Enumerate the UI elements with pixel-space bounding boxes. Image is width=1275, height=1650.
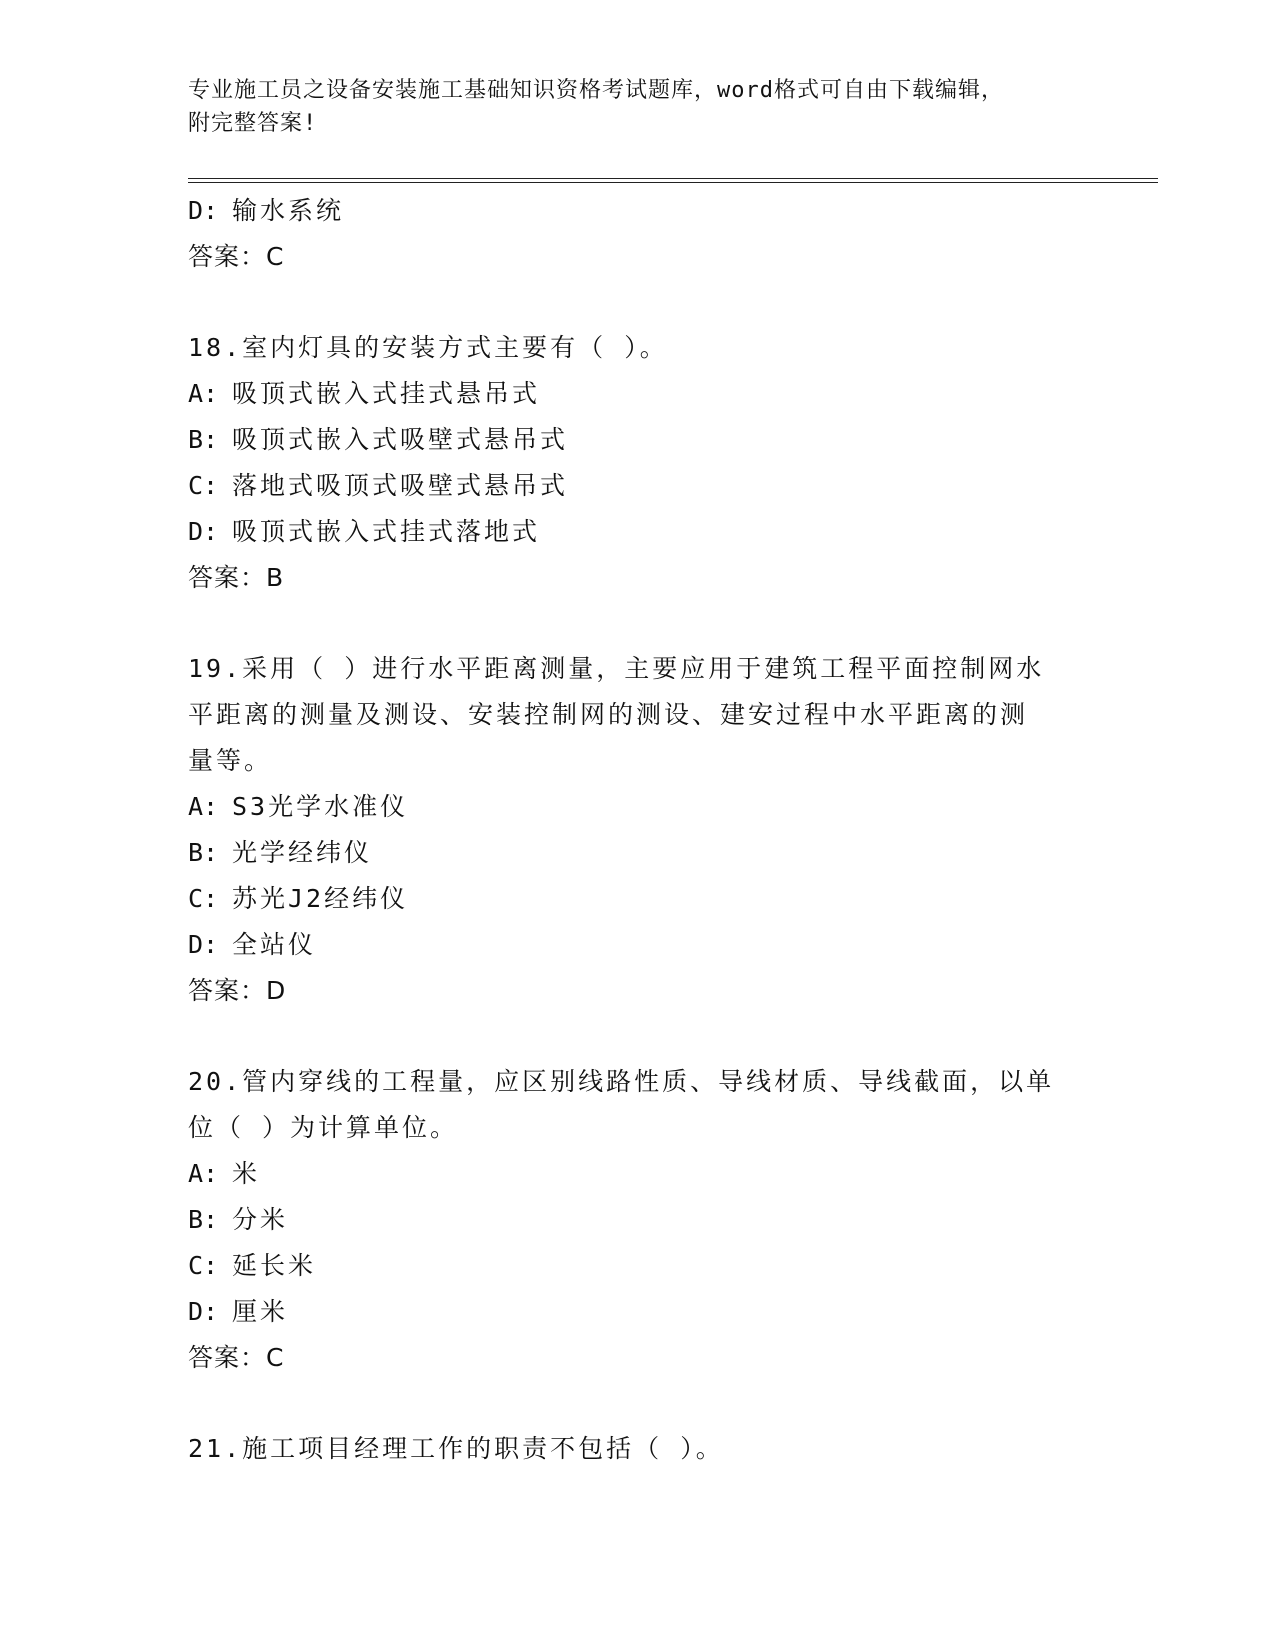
option-b: B: 光学经纬仪 — [188, 838, 373, 867]
option-a: A: S3光学水准仪 — [188, 792, 409, 821]
header-line-2: 附完整答案! — [188, 111, 318, 136]
header-line-1: 专业施工员之设备安装施工基础知识资格考试题库，word格式可自由下载编辑， — [188, 78, 1004, 103]
question-21 — [188, 1426, 1088, 1472]
option-c: C: 苏光J2经纬仪 — [188, 884, 409, 913]
option-a: A: 吸顶式嵌入式挂式悬吊式 — [188, 379, 541, 408]
question-stem: 18.室内灯具的安装方式主要有（ ）。 — [188, 333, 668, 362]
answer-line: 答案：B — [188, 563, 285, 592]
option-d: D: 吸顶式嵌入式挂式落地式 — [188, 517, 541, 546]
answer-line: 答案：D — [188, 976, 287, 1005]
option-a: A: 米 — [188, 1159, 261, 1188]
option-b: B: 分米 — [188, 1205, 289, 1234]
answer-line: 答案：C — [188, 1343, 285, 1372]
question-stem-line: 20.管内穿线的工程量，应区别线路性质、导线材质、导线截面，以单 — [188, 1067, 1055, 1096]
option-d: D: 厘米 — [188, 1297, 289, 1326]
question-stem-line: 量等。 — [188, 746, 273, 775]
option-c: C: 延长米 — [188, 1251, 317, 1280]
option-d: D: 输水系统 — [188, 196, 345, 225]
document-header — [188, 74, 1088, 140]
option-d: D: 全站仪 — [188, 930, 317, 959]
question-list — [188, 188, 1088, 1472]
question-18 — [188, 325, 1088, 601]
answer-line: 答案：C — [188, 242, 285, 271]
question-stem-line: 19.采用（ ）进行水平距离测量，主要应用于建筑工程平面控制网水 — [188, 654, 1045, 683]
question-19 — [188, 646, 1088, 1014]
question-stem: 21.施工项目经理工作的职责不包括（ ）。 — [188, 1434, 724, 1463]
option-c: C: 落地式吸顶式吸壁式悬吊式 — [188, 471, 569, 500]
question-stem-line: 位（ ）为计算单位。 — [188, 1113, 459, 1142]
question-stem-line: 平距离的测量及测设、安装控制网的测设、建安过程中水平距离的测 — [188, 700, 1029, 729]
question-20 — [188, 1059, 1088, 1381]
option-b: B: 吸顶式嵌入式吸壁式悬吊式 — [188, 425, 569, 454]
header-divider — [188, 178, 1158, 183]
